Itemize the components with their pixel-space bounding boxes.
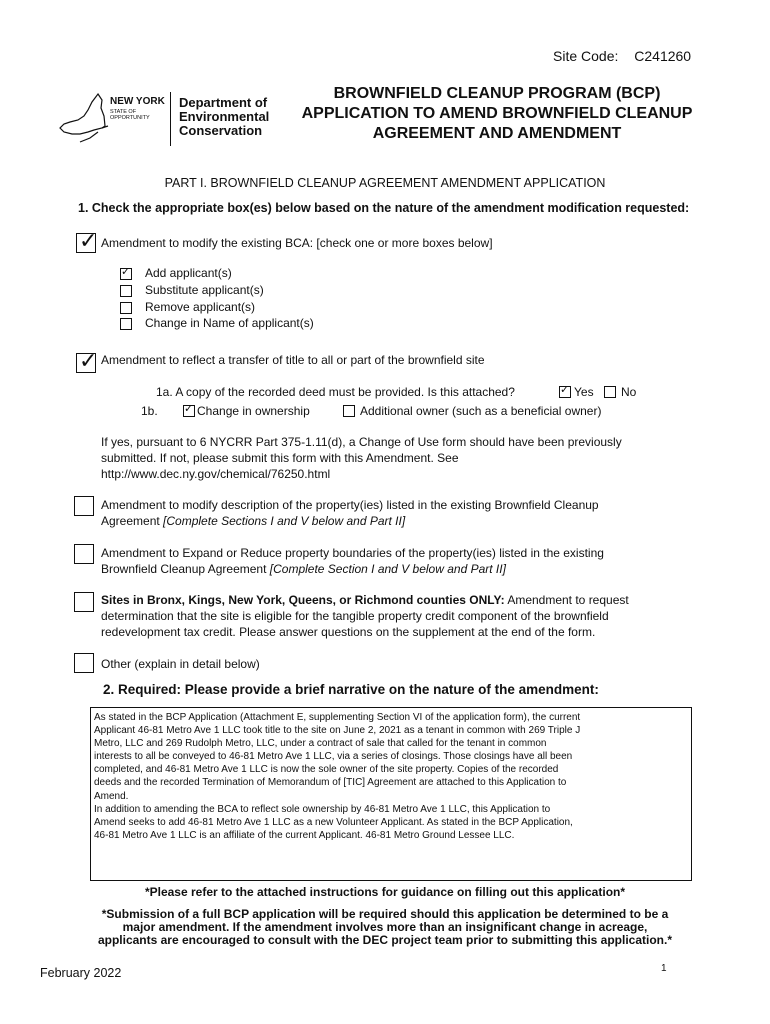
major-amendment-line1: *Submission of a full BCP application will be required should this application be determined to be a: [101, 907, 669, 921]
site-code-label: Site Code:: [553, 48, 619, 64]
expand-reduce-checkbox[interactable]: [74, 544, 94, 564]
narrative-line: In addition to amending the BCA to reflect sole ownership by 46-81 Metro Ave 1 LLC, this Application to: [94, 803, 551, 815]
instructions-note: *Please refer to the attached instructions for guidance on filling out this application*: [144, 885, 626, 899]
modify-description-checkbox[interactable]: [74, 496, 94, 516]
site-code-value: C241260: [634, 48, 692, 64]
modify-description-label: [101, 497, 599, 529]
logo-department: [179, 96, 269, 138]
major-amendment-line2: major amendment. If the amendment involves more than an insignificant change in acreage,: [122, 920, 648, 934]
page-number: 1: [661, 963, 667, 974]
modify-description-line1: Amendment to modify description of the property(ies) listed in the existing Brownfield Cleanup: [101, 498, 599, 512]
substitute-applicant-checkbox[interactable]: [120, 285, 132, 297]
ifyes-link[interactable]: http://www.dec.ny.gov/chemical/76250.html: [101, 467, 331, 481]
modify-bca-checkbox[interactable]: [76, 228, 98, 253]
ifyes-line2: submitted. If not, please submit this form with this Amendment. See: [101, 451, 459, 465]
nys-dec-logo: [58, 92, 268, 148]
transfer-title-checkbox[interactable]: [76, 348, 98, 373]
add-applicant-label: Add applicant(s): [145, 266, 232, 280]
q1a-text: 1a. A copy of the recorded deed must be provided. Is this attached?: [156, 385, 515, 399]
tangible-credit-line2: determination that the site is eligible for the tangible property credit component of the brownfield: [101, 609, 609, 623]
remove-applicant-label: Remove applicant(s): [145, 300, 256, 314]
transfer-title-label: Amendment to reflect a transfer of title to all or part of the brownfield site: [101, 353, 485, 367]
q1b-additional-checkbox[interactable]: [343, 405, 355, 417]
logo-divider: [170, 92, 171, 146]
expand-reduce-line2: Brownfield Cleanup Agreement: [101, 562, 270, 576]
modify-bca-label: Amendment to modify the existing BCA: [check one or more boxes below]: [101, 236, 493, 250]
other-label: Other (explain in detail below): [101, 657, 260, 671]
expand-reduce-line1: Amendment to Expand or Reduce property boundaries of the property(ies) listed in the existing: [101, 546, 604, 560]
title-line3: AGREEMENT AND AMENDMENT: [372, 125, 622, 142]
logo-state-name: NEW YORK: [110, 96, 165, 107]
tangible-credit-heading: Sites in Bronx, Kings, New York, Queens, or Richmond counties ONLY:: [101, 593, 505, 607]
logo-tagline: [110, 109, 150, 121]
narrative-line: Metro, LLC and 269 Rudolph Metro, LLC, under a contract of sale that called for the tenant in common: [94, 738, 547, 750]
narrative-line: completed, and 46-81 Metro Ave 1 LLC is now the sole owner of the site property. Copies of the recorded: [94, 764, 559, 776]
q1b-change-label: Change in ownership: [197, 404, 310, 418]
question-1: 1. Check the appropriate box(es) below based on the nature of the amendment modification requested:: [78, 201, 690, 215]
tangible-credit-checkbox[interactable]: [74, 592, 94, 612]
expand-reduce-instruction: [Complete Section I and V below and Part II]: [269, 562, 506, 576]
check-icon: ✓: [121, 266, 131, 278]
major-amendment-line3: applicants are encouraged to consult with the DEC project team prior to submitting this application.*: [97, 933, 673, 947]
logo-tagline-1: STATE OF: [110, 109, 137, 115]
check-icon: ✓: [79, 228, 98, 253]
tangible-credit-label: [101, 592, 629, 640]
q1b-additional-label: Additional owner (such as a beneficial owner): [360, 404, 602, 418]
narrative-line: Amend.: [94, 790, 129, 802]
logo-dept-line2: Environmental: [179, 109, 270, 124]
title-line1: BROWNFIELD CLEANUP PROGRAM (BCP): [333, 85, 661, 102]
tangible-credit-line3: redevelopment tax credit. Please answer questions on the supplement at the end of the form.: [101, 625, 596, 639]
narrative-line: As stated in the BCP Application (Attachment E, supplementing Section VI of the application form), the current: [94, 712, 581, 723]
check-icon: ✓: [560, 384, 570, 396]
expand-reduce-label: [101, 545, 604, 577]
modify-description-instruction: [Complete Sections I and V below and Part II]: [163, 514, 406, 528]
q1b-prefix: 1b.: [141, 404, 158, 418]
document-title: [282, 84, 712, 144]
ifyes-paragraph: [101, 434, 622, 482]
check-icon: ✓: [79, 348, 98, 373]
site-code: [553, 48, 691, 64]
remove-applicant-checkbox[interactable]: [120, 302, 132, 314]
q1b-change-checkbox[interactable]: [183, 405, 195, 417]
narrative-line: interests to all be conveyed to 46-81 Metro Ave 1 LLC, via a series of closings. Those closings have all been: [94, 751, 573, 763]
logo-tagline-2: OPPORTUNITY: [110, 115, 150, 121]
narrative-line: 46-81 Metro Ave 1 LLC is an affiliate of the current Applicant. 46-81 Metro Ground Lessee LLC.: [94, 829, 515, 841]
part1-heading: PART I. BROWNFIELD CLEANUP AGREEMENT AMENDMENT APPLICATION: [164, 176, 606, 190]
change-name-checkbox[interactable]: [120, 318, 132, 330]
title-line2: APPLICATION TO AMEND BROWNFIELD CLEANUP: [301, 105, 693, 122]
add-applicant-checkbox[interactable]: [120, 268, 132, 280]
narrative-line: Applicant 46-81 Metro Ave 1 LLC took title to the site on June 2, 2021 as a tenant in common with 269 Triple J: [94, 725, 581, 737]
q1a-yes-checkbox[interactable]: [559, 386, 571, 398]
tangible-credit-line1: Amendment to request: [504, 593, 629, 607]
q1a-no-label: No: [621, 385, 637, 399]
question-2: 2. Required: Please provide a brief narrative on the nature of the amendment:: [103, 682, 599, 697]
logo-dept-line1: Department of: [179, 95, 268, 110]
narrative-line: Amend seeks to add 46-81 Metro Ave 1 LLC as a new Volunteer Applicant. As stated in the BCP Application,: [94, 816, 573, 828]
ifyes-line1: If yes, pursuant to 6 NYCRR Part 375-1.11(d), a Change of Use form should have been previously: [101, 435, 622, 449]
check-icon: ✓: [184, 403, 194, 415]
q1a-no-checkbox[interactable]: [604, 386, 616, 398]
change-name-label: Change in Name of applicant(s): [145, 316, 314, 330]
substitute-applicant-label: Substitute applicant(s): [145, 283, 264, 297]
narrative-line: deeds and the recorded Termination of Memorandum of [TIC] Agreement are attached to this Application to: [94, 777, 567, 789]
major-amendment-note: [60, 908, 710, 947]
narrative-text: [94, 711, 690, 842]
other-checkbox[interactable]: [74, 653, 94, 673]
modify-description-line2: Agreement: [101, 514, 164, 528]
nys-map-icon: [58, 92, 110, 148]
q1a-yes-label: Yes: [574, 385, 594, 399]
logo-dept-line3: Conservation: [179, 123, 263, 138]
footer-date: February 2022: [40, 966, 122, 980]
